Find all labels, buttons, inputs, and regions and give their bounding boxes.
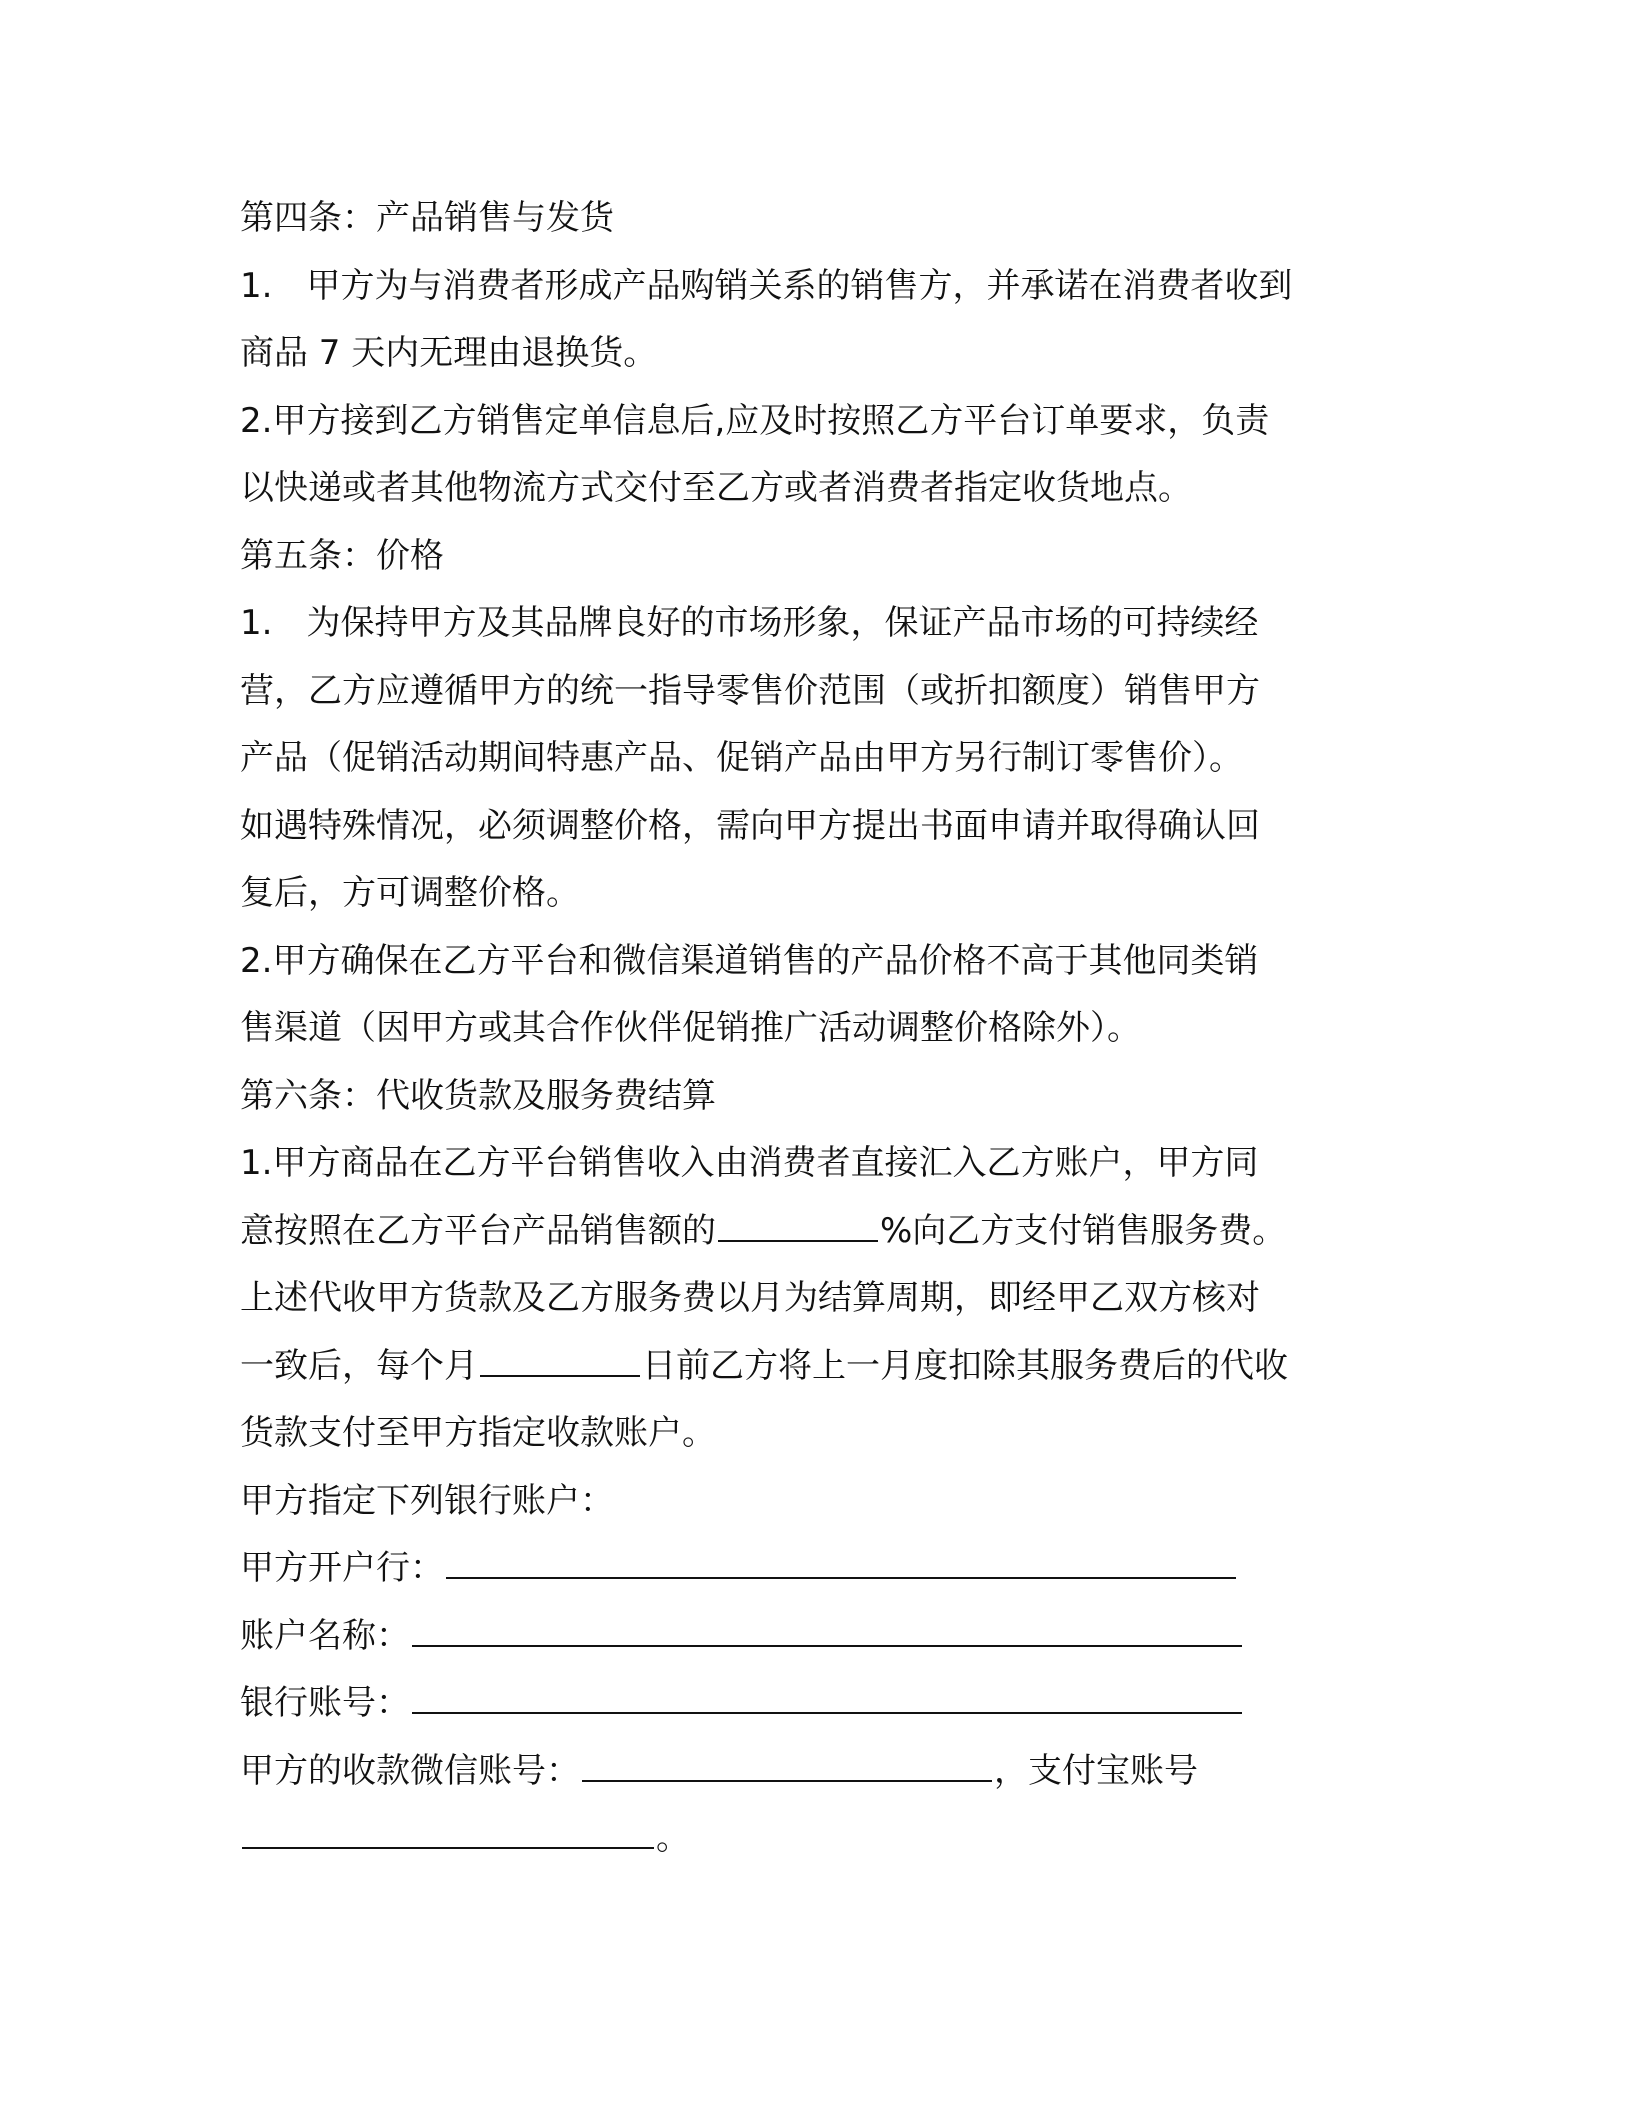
account-number-blank[interactable] [412, 1672, 1242, 1714]
wechat-alipay-line [240, 1738, 1420, 1806]
contract-page [240, 185, 1420, 1873]
section-title-article-4: 第四条：产品销售与发货 [240, 198, 614, 238]
paragraph-line: 甲方指定下列银行账户： [240, 1480, 614, 1521]
text-segment: 日前乙方将上一月度扣除其服务费后的代收 [642, 1345, 1288, 1386]
text-segment: %向乙方支付销售服务费。 [880, 1210, 1287, 1251]
wechat-account-label: 甲方的收款微信账号： [240, 1750, 580, 1791]
paragraph-line: 复后，方可调整价格。 [240, 873, 580, 913]
alipay-account-blank[interactable] [242, 1807, 654, 1849]
section-title-article-5: 第五条：价格 [240, 535, 444, 576]
paragraph-line: 营，乙方应遵循甲方的统一指导零售价范围（或折扣额度）销售甲方 [240, 670, 1260, 711]
wechat-account-blank[interactable] [582, 1740, 992, 1782]
account-name-label: 账户名称： [240, 1615, 410, 1656]
alipay-account-label: ，支付宝账号 [994, 1750, 1198, 1791]
paragraph-line: 如遇特殊情况，必须调整价格，需向甲方提出书面申请并取得确认回 [240, 805, 1260, 846]
paragraph-line: 货款支付至甲方指定收款账户。 [240, 1413, 716, 1453]
paragraph-line: 上述代收甲方货款及乙方服务费以月为结算周期，即经甲乙双方核对 [240, 1278, 1260, 1318]
service-fee-percent-blank[interactable] [718, 1200, 878, 1242]
paragraph-line: 以快递或者其他物流方式交付至乙方或者消费者指定收货地点。 [240, 468, 1192, 508]
paragraph-line: 售渠道（因甲方或其合作伙伴促销推广活动调整价格除外）。 [240, 1008, 1141, 1048]
bank-name-label: 甲方开户行： [240, 1548, 444, 1588]
settlement-day-blank[interactable] [480, 1335, 640, 1377]
paragraph-line: 商品 7 天内无理由退换货。 [240, 333, 658, 373]
account-name-blank[interactable] [412, 1605, 1242, 1647]
account-name-line [240, 1603, 1420, 1671]
account-number-label: 银行账号： [240, 1683, 410, 1723]
paragraph-line: 1.甲方商品在乙方平台销售收入由消费者直接汇入乙方账户，甲方同 [240, 1143, 1259, 1183]
alipay-account-line [240, 1805, 1420, 1873]
bank-name-blank[interactable] [446, 1537, 1236, 1579]
paragraph-line: 2.甲方确保在乙方平台和微信渠道销售的产品价格不高于其他同类销 [240, 940, 1259, 981]
paragraph-line: 产品（促销活动期间特惠产品、促销产品由甲方另行制订零售价）。 [240, 738, 1243, 778]
account-number-line [240, 1670, 1420, 1738]
paragraph-line: 2.甲方接到乙方销售定单信息后,应及时按照乙方平台订单要求，负责 [240, 400, 1270, 441]
period-mark: 。 [656, 1818, 690, 1858]
text-segment: 意按照在乙方平台产品销售额的 [240, 1210, 716, 1251]
paragraph-line: 1. 甲方为与消费者形成产品购销关系的销售方，并承诺在消费者收到 [240, 265, 1293, 306]
section-title-article-6: 第六条：代收货款及服务费结算 [240, 1075, 716, 1116]
paragraph-line-with-blank [240, 1333, 1420, 1401]
paragraph-line-with-blank [240, 1198, 1420, 1266]
bank-field-line [240, 1535, 1420, 1603]
text-segment: 一致后，每个月 [240, 1345, 478, 1386]
paragraph-line: 1. 为保持甲方及其品牌良好的市场形象，保证产品市场的可持续经 [240, 603, 1259, 643]
